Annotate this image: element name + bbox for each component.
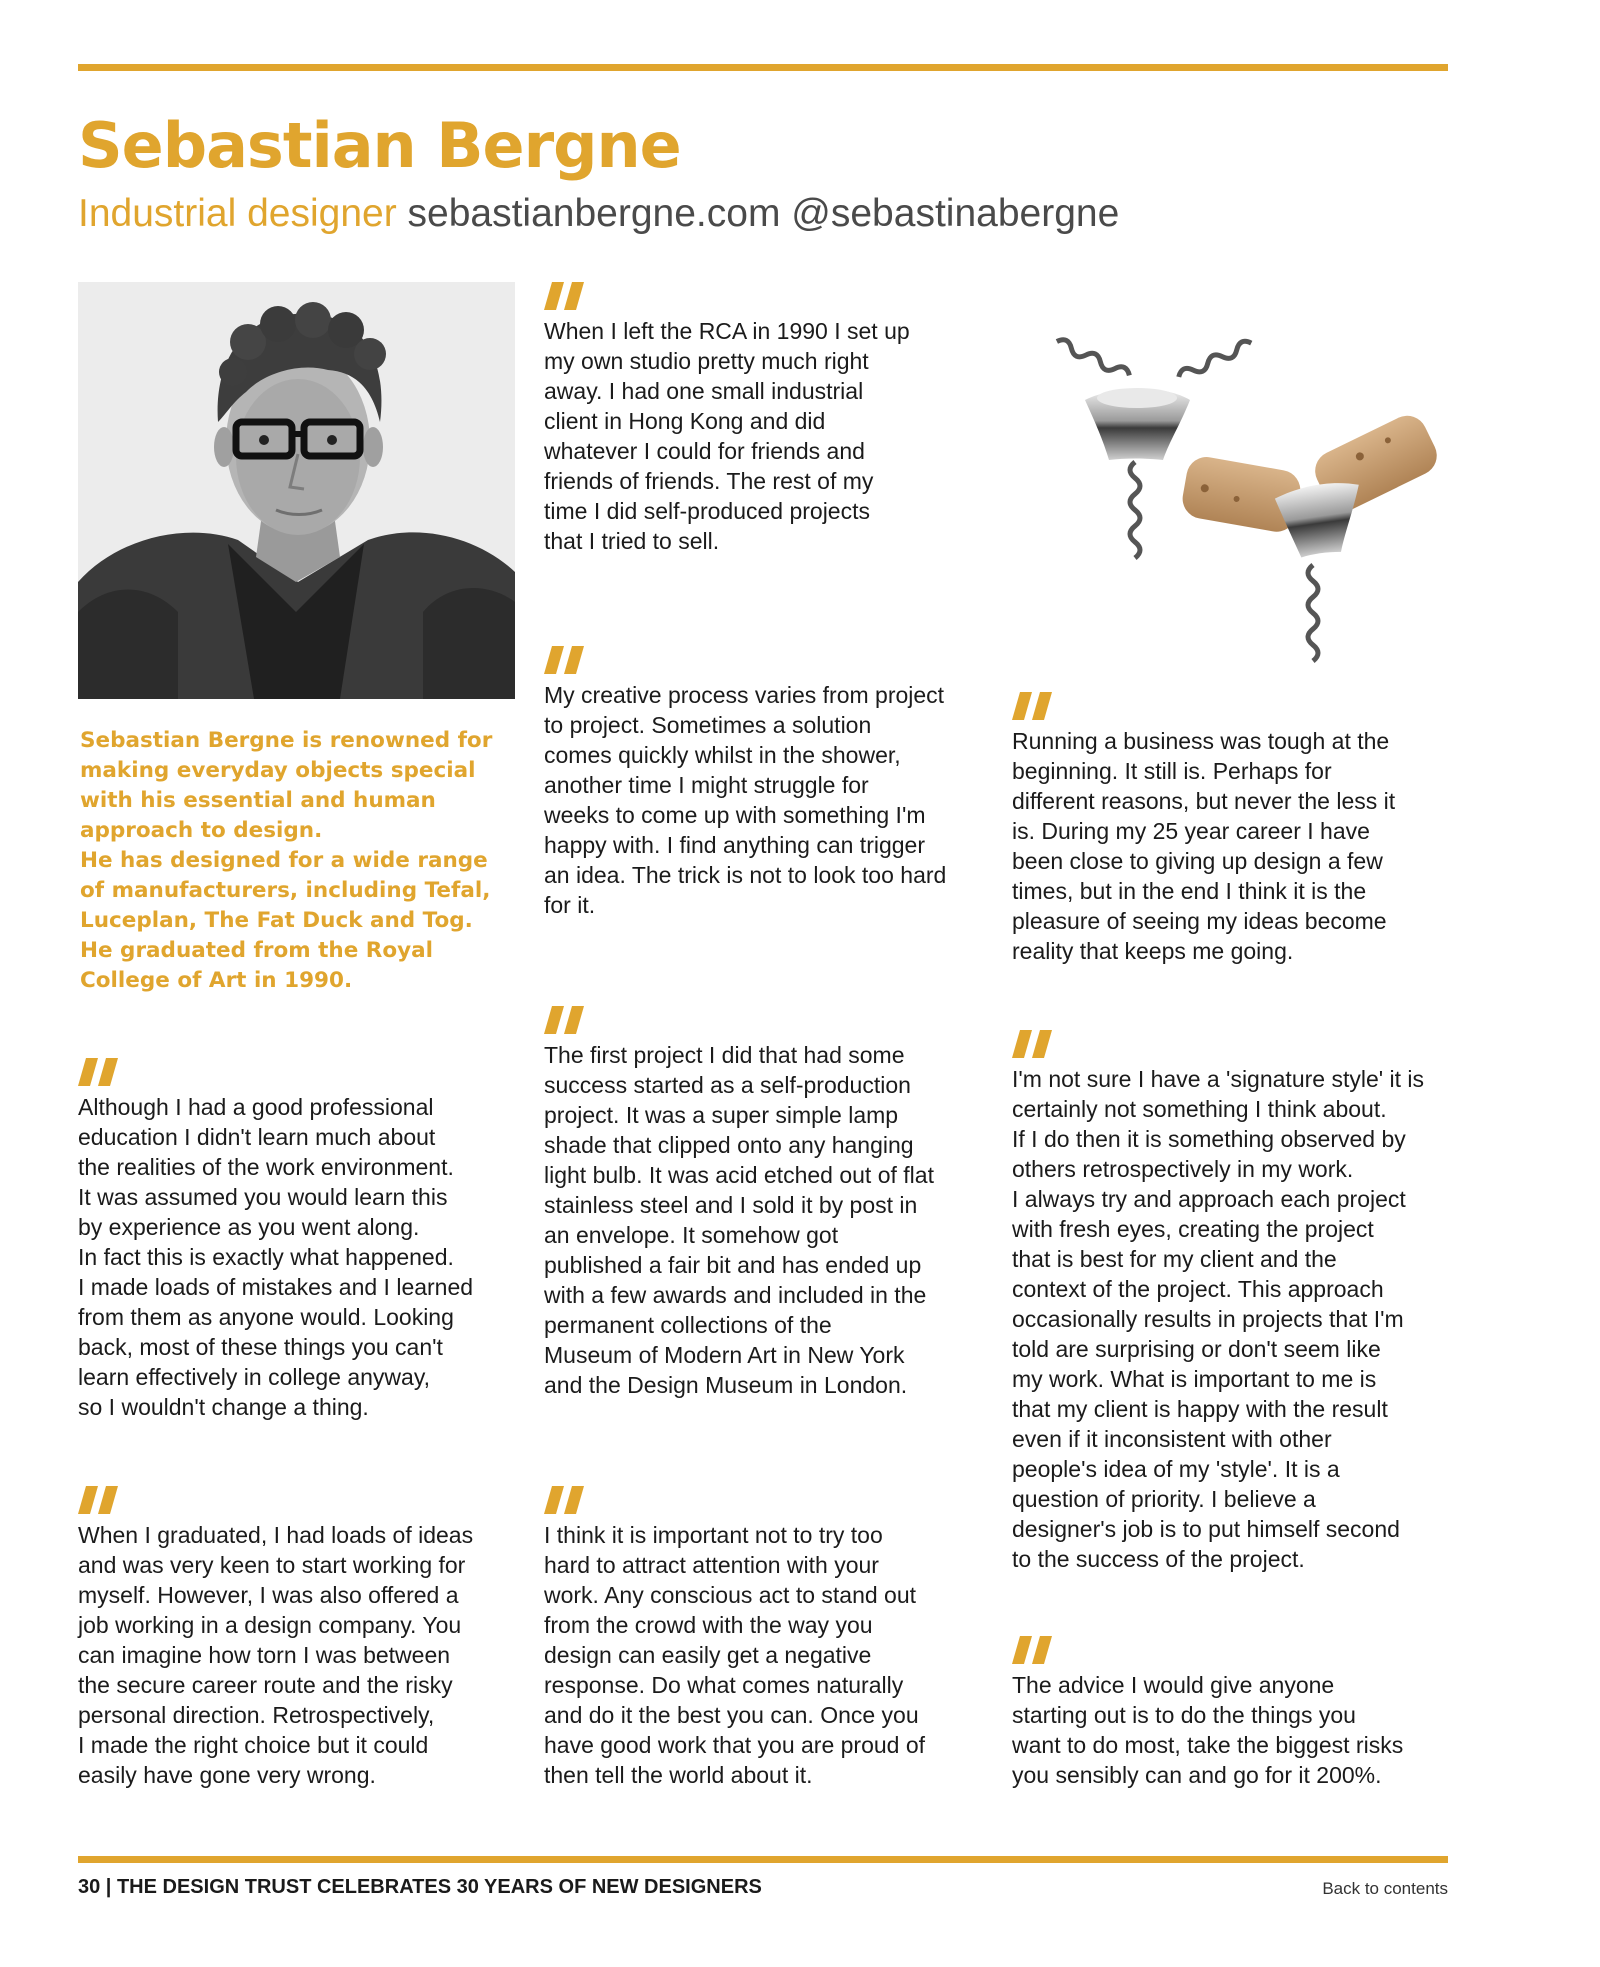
quote-text: When I graduated, I had loads of ideas and was very keen to start working for myself. However, I was also offered a job working in a design company. You can imagine how torn I was between the secure career route and the risky personal direction. Retrospectively, I made the right choice but it could easily have gone very wrong. [78, 1522, 474, 1788]
bio-paragraph: He graduated from the Royal College of Art in 1990. [80, 938, 433, 993]
quote-mark-icon [544, 282, 592, 310]
footer-page-title: 30 | THE DESIGN TRUST CELEBRATES 30 YEARS OF NEW DESIGNERS [78, 1876, 762, 1898]
quote-block [78, 1486, 518, 1790]
quote-mark-icon [1012, 692, 1060, 720]
quote-text: Although I had a good professional education I didn't learn much about the realities of the work environment. It was assumed you would learn this by experience as you went along. In fact this is exactly what happened. I made loads of mistakes and I learned from them as anyone would. Looking back, most of these things you can't learn effectively in college anyway, so I wouldn't change a thing. [78, 1094, 474, 1420]
quote-mark-icon [544, 646, 592, 674]
back-to-contents-link[interactable]: Back to contents [1322, 1879, 1448, 1898]
quote-mark-icon [1012, 1030, 1060, 1058]
quote-text: The first project I did that had some success started as a self-production project. It was a super simple lamp shade that clipped onto any hanging light bulb. It was acid etched out of flat stainless steel and I sold it by post in an envelope. It somehow got published a fair bit and has ended up with a few awards and included in the permanent collections of the Museum of Modern Art in New York and the Design Museum in London. [544, 1042, 934, 1398]
quote-mark-icon [1012, 1636, 1060, 1664]
corkscrew-product-image [975, 330, 1475, 690]
social-handle[interactable]: @sebastinabergne [791, 192, 1120, 235]
quote-block [78, 1058, 518, 1422]
quote-text: My creative process varies from project to project. Sometimes a solution comes quickly whilst in the shower, another time I might struggle for weeks to come up with something I'm happy with. I find anything can trigger an idea. The trick is not to look too hard for it. [544, 682, 947, 918]
quote-text: I think it is important not to try too hard to attract attention with your work. Any conscious act to stand out from the crowd with the way you design can easily get a negative response. Do what comes naturally and do it the best you can. Once you have good work that you are proud of then tell the world about it. [544, 1522, 926, 1788]
quote-text: Running a business was tough at the beginning. It still is. Perhaps for different reasons, but never the less it is. During my 25 year career I have been close to giving up design a few times, but in the end I think it is the pleasure of seeing my ideas become reality that keeps me going. [1012, 728, 1396, 964]
quote-block [544, 282, 984, 556]
quote-mark-icon [544, 1486, 592, 1514]
quote-mark-icon [78, 1058, 126, 1086]
quote-block [1012, 692, 1452, 966]
portrait-photo [78, 282, 515, 699]
quote-block [1012, 1636, 1452, 1790]
designer-role: Industrial designer [78, 192, 397, 235]
bio-paragraph: Sebastian Bergne is renowned for making everyday objects special with his essential and human approach to design. [80, 728, 493, 843]
website-link[interactable]: sebastianbergne.com [407, 192, 781, 235]
bottom-rule [78, 1856, 1448, 1863]
quote-text: When I left the RCA in 1990 I set up my own studio pretty much right away. I had one small industrial client in Hong Kong and did whatever I could for friends and friends of friends. The rest of my time I did self-produced projects that I tried to sell. [544, 318, 910, 554]
quote-block [544, 1486, 984, 1790]
quote-block [544, 646, 984, 920]
bio-paragraph: He has designed for a wide range of manufacturers, including Tefal, Luceplan, The Fat Duck and Tog. [80, 848, 491, 933]
page-title: Sebastian Bergne [78, 109, 681, 182]
quote-block [1012, 1030, 1452, 1574]
subtitle [78, 192, 1119, 237]
quote-block [544, 1006, 984, 1400]
quote-text: I'm not sure I have a 'signature style' it is certainly not something I think about. If I do then it is something observed by others retrospectively in my work. I always try and approach each project with fresh eyes, creating the project that is best for my client and the context of the project. This approach occasionally results in projects that I'm told are surprising or don't seem like my work. What is important to me is that my client is happy with the result even if it inconsistent with other people's idea of my 'style'. It is a question of priority. I believe a designer's job is to put himself second to the success of the project. [1012, 1066, 1425, 1572]
quote-mark-icon [78, 1486, 126, 1514]
quote-mark-icon [544, 1006, 592, 1034]
quote-text: The advice I would give anyone starting out is to do the things you want to do most, take the biggest risks you sensibly can and go for it 200%. [1012, 1672, 1404, 1788]
bio-text [80, 726, 510, 996]
top-rule [78, 64, 1448, 71]
